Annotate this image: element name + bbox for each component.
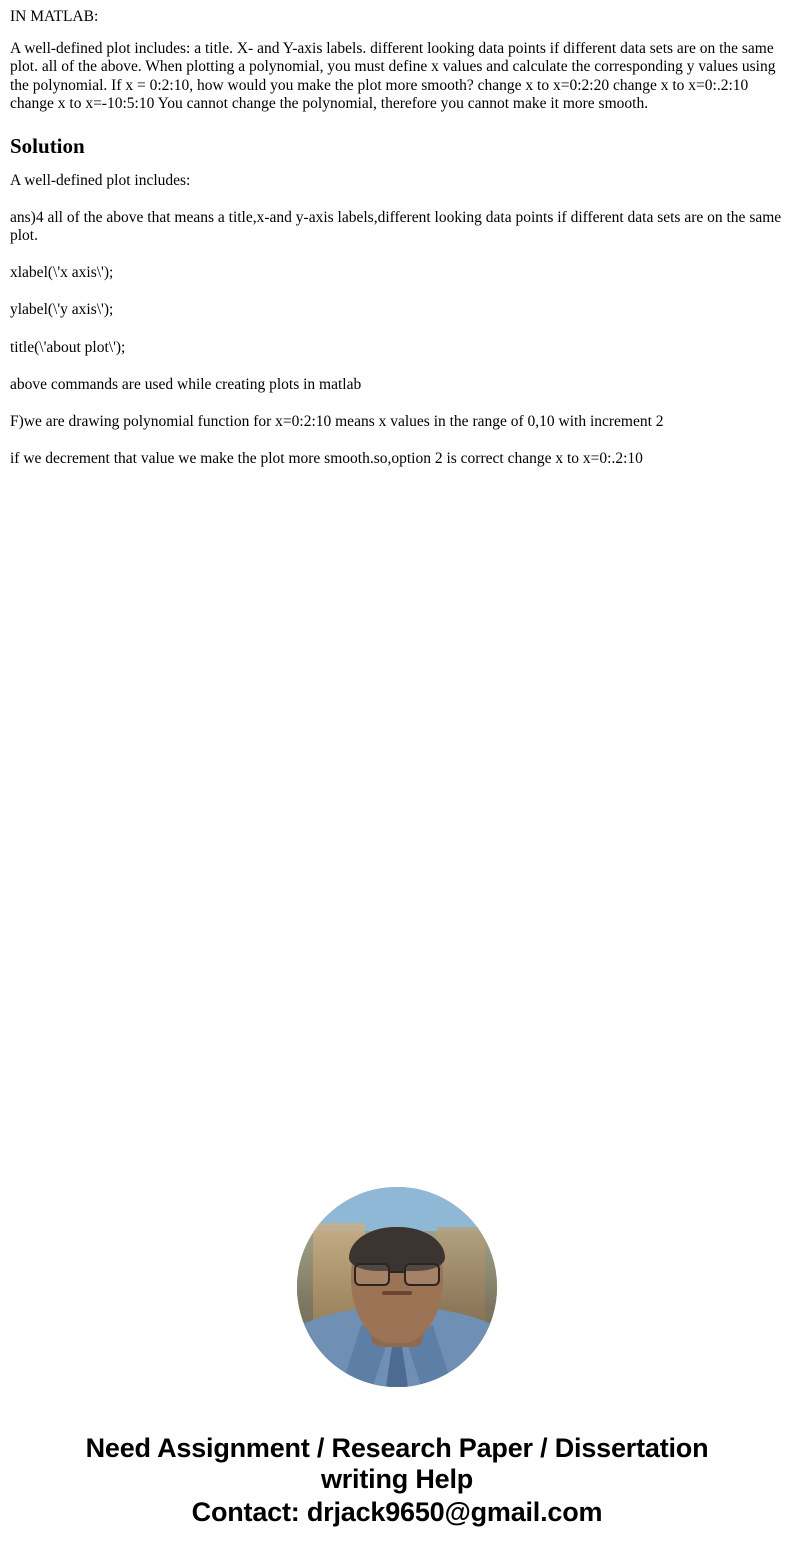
content-spacer — [10, 487, 784, 1187]
solution-paragraph: ylabel(\'y axis\'); — [10, 301, 114, 319]
avatar-container — [10, 1187, 784, 1387]
question-heading: IN MATLAB: — [10, 8, 99, 25]
glasses-lens-right — [404, 1263, 440, 1286]
avatar — [297, 1187, 497, 1387]
glasses-icon — [354, 1263, 440, 1283]
solution-paragraph: if we decrement that value we make the plot more smooth.so,option 2 is correct change x to x=0:.2:10 — [10, 449, 643, 467]
footer-line-2: writing Help — [320, 1463, 474, 1494]
question-text: A well-defined plot includes: a title. X- and Y-axis labels. different looking data points if different data sets are on the same plot. all of the above. When plotting a polynomial, you must define x values and calculate the corresponding y values using the polynomial. If x = 0:2:10, how would you make the plot more smooth? change x to x=0:2:20 change x to x=0:.2:10 change x to x=-10:5:10 You cannot change the polynomial, therefore you cannot make it more smooth. — [10, 40, 776, 112]
footer-banner — [10, 1433, 784, 1547]
solution-paragraph: ans)4 all of the above that means a title,x-and y-axis labels,different looking data points if different data sets are on the same plot. — [10, 209, 782, 245]
solution-paragraph: A well-defined plot includes: — [10, 171, 191, 189]
avatar-mouth — [382, 1291, 412, 1295]
solution-paragraph: xlabel(\'x axis\'); — [10, 264, 114, 282]
solution-paragraph: title(\'about plot\'); — [10, 338, 126, 356]
solution-paragraph: F)we are drawing polynomial function for x=0:2:10 means x values in the range of 0,10 with increment 2 — [10, 412, 664, 430]
footer-line-1: Need Assignment / Research Paper / Dissertation — [85, 1433, 709, 1463]
glasses-lens-left — [354, 1263, 390, 1286]
solution-paragraph: above commands are used while creating plots in matlab — [10, 375, 362, 393]
solution-heading: Solution — [10, 133, 85, 158]
footer-contact: Contact: drjack9650@gmail.com — [191, 1496, 603, 1527]
